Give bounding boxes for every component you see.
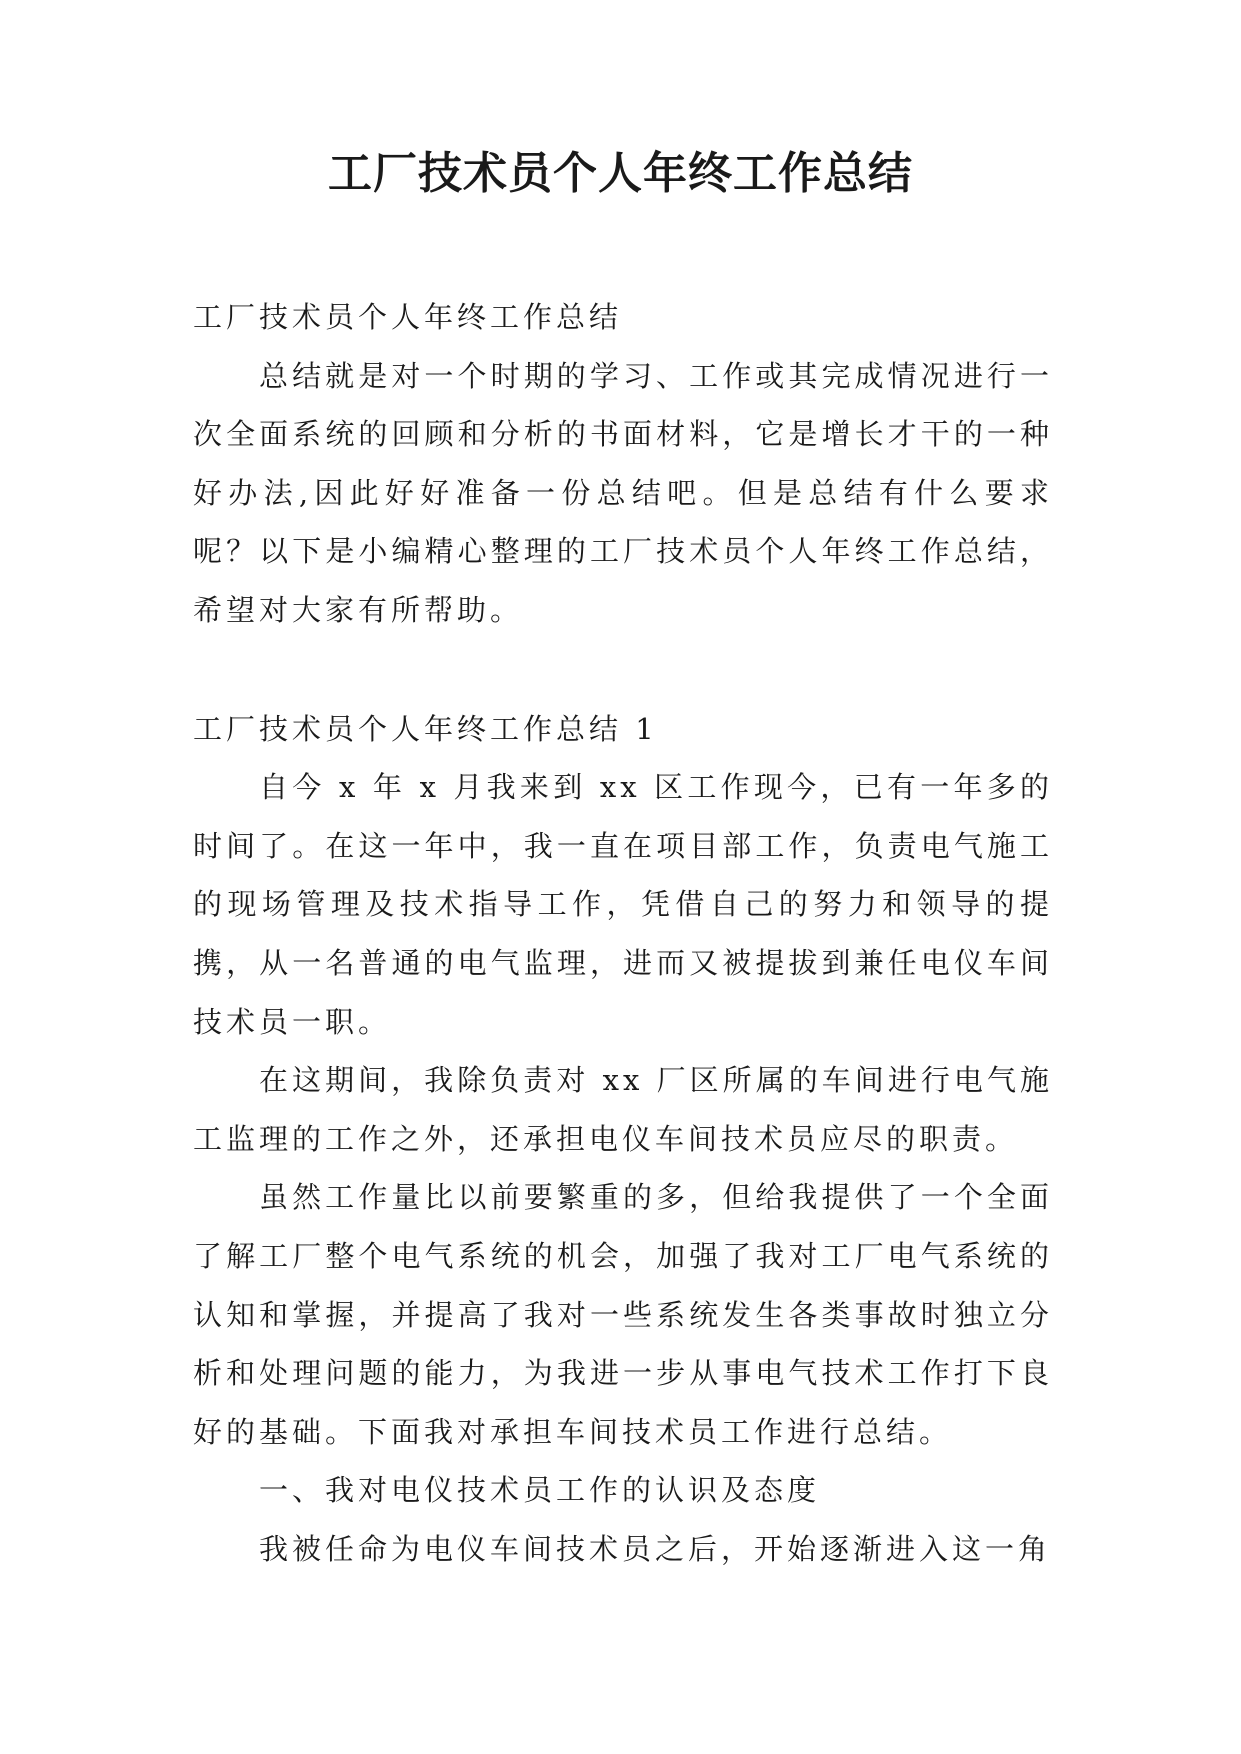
- document-subtitle: 工厂技术员个人年终工作总结: [193, 300, 623, 334]
- intro-paragraph: 总结就是对一个时期的学习、工作或其完成情况进行一次全面系统的回顾和分析的书面材料，它是增长才干的一种好办法,因此好好准备一份总结吧。但是总结有什么要求呢？以下是小编精心整理的工厂技术员个人年终工作总结，希望对大家有所帮助。: [193, 358, 1053, 627]
- section-spacer: [193, 640, 1053, 700]
- subsection-heading: 一、我对电仪技术员工作的认识及态度: [259, 1473, 821, 1508]
- body-paragraph: 虽然工作量比以前要繁重的多，但给我提供了一个全面了解工厂整个电气系统的机会，加强了我对工厂电气系统的认知和掌握，并提高了我对一些系统发生各类事故时独立分析和处理问题的能力，为我进一步从事电气技术工作打下良好的基础。下面我对承担车间技术员工作进行总结。: [193, 1180, 1053, 1449]
- document-body: [193, 288, 1053, 1578]
- body-paragraph: 我被任命为电仪车间技术员之后，开始逐渐进入这一角: [259, 1531, 1052, 1566]
- document-title: 工厂技术员个人年终工作总结: [328, 148, 913, 199]
- body-paragraph: 在这期间，我除负责对 xx 厂区所属的车间进行电气施工监理的工作之外，还承担电仪车间技术员应尽的职责。: [193, 1063, 1053, 1156]
- body-paragraph: 自今 x 年 x 月我来到 xx 区工作现今，已有一年多的时间了。在这一年中，我一直在项目部工作，负责电气施工的现场管理及技术指导工作，凭借自己的努力和领导的提携，从一名普通的电气监理，进而又被提拔到兼任电仪车间技术员一职。: [193, 770, 1053, 1039]
- section-heading: 工厂技术员个人年终工作总结 1: [193, 711, 658, 746]
